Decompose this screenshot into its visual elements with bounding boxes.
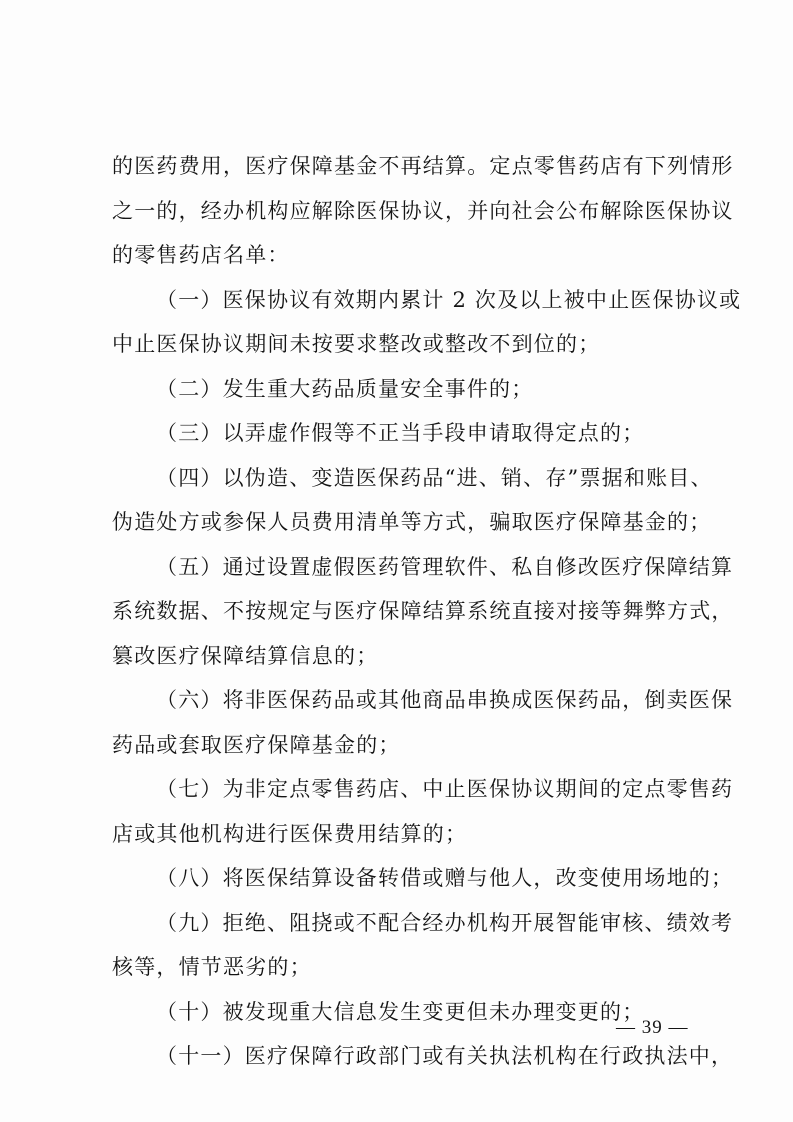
text-line: 之一的，经办机构应解除医保协议，并向社会公布解除医保协议	[112, 198, 734, 223]
text-line: （二）发生重大药品质量安全事件的；	[156, 376, 534, 401]
text-line: （五）通过设置虚假医药管理软件、私自修改医疗保障结算	[156, 554, 734, 579]
text-line: 中止医保协议期间未按要求整改或整改不到位的；	[112, 332, 601, 356]
text-line: （一）医保协议有效期内累计 2 次及以上被中止医保协议或	[156, 287, 742, 312]
text-line: （三）以弄虚作假等不正当手段申请取得定点的；	[156, 421, 645, 445]
text-line: 伪造处方或参保人员费用清单等方式，骗取医疗保障基金的；	[112, 510, 712, 534]
text-line: （七）为非定点零售药店、中止医保协议期间的定点零售药	[156, 777, 734, 801]
text-line: 的零售药店名单：	[112, 243, 290, 267]
text-line: （四）以伪造、变造医保药品“进、销、存”票据和账目、	[156, 465, 713, 490]
text-line: （八）将医保结算设备转借或赠与他人，改变使用场地的；	[156, 866, 734, 890]
text-line: 核等，情节恶劣的；	[112, 955, 312, 979]
text-line: （九）拒绝、阻挠或不配合经办机构开展智能审核、绩效考	[156, 910, 734, 935]
text-line: 系统数据、不按规定与医疗保障结算系统直接对接等舞弊方式，	[112, 599, 734, 623]
text-line: 的医药费用，医疗保障基金不再结算。定点零售药店有下列情形	[112, 154, 734, 178]
text-line: （十）被发现重大信息发生变更但未办理变更的；	[156, 999, 645, 1024]
text-line: （十一）医疗保障行政部门或有关执法机构在行政执法中，	[156, 1044, 734, 1068]
text-line: 店或其他机构进行医保费用结算的；	[112, 821, 468, 846]
page-number: — 39 —	[616, 1017, 689, 1038]
body-text	[112, 144, 742, 1079]
text-line: （六）将非医保药品或其他商品串换成医保药品，倒卖医保	[156, 688, 734, 712]
text-line: 药品或套取医疗保障基金的；	[112, 732, 401, 757]
text-line: 篡改医疗保障结算信息的；	[112, 643, 379, 668]
